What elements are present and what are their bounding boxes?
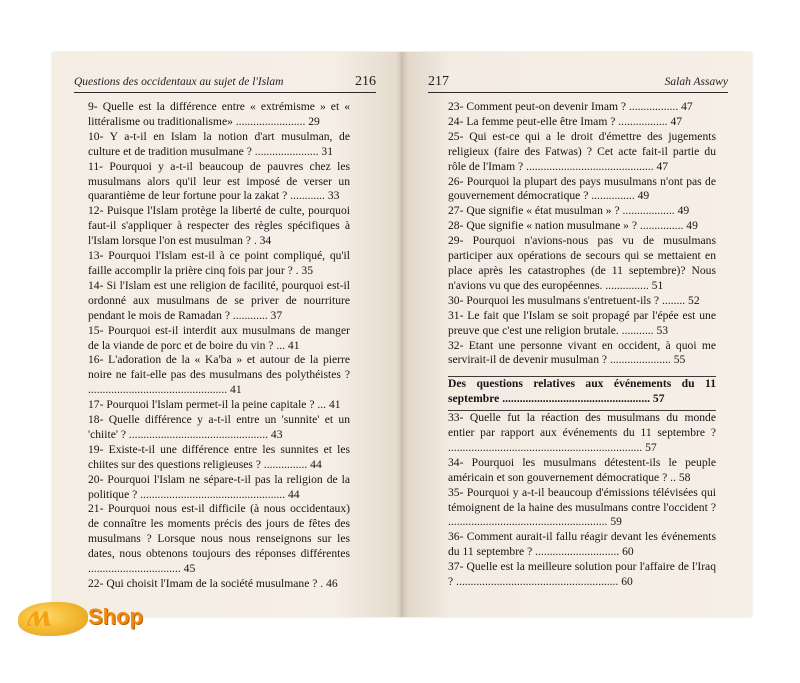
logo-text: Shop <box>88 604 143 629</box>
toc-entry: 31- Le fait que l'Islam se soit propagé par l'épée est une preuve que c'est une religion brutale. ........... 53 <box>448 308 716 337</box>
right-page-number: 217 <box>428 74 449 89</box>
toc-entry: 13- Pourquoi l'Islam est-il à ce point compliqué, qu'il faille accomplir la prière cinq fois par jour ? . 35 <box>88 249 350 277</box>
toc-entry: 30- Pourquoi les musulmans s'entretuent-ils ? ........ 52 <box>448 293 700 307</box>
right-toc-group-after <box>448 410 716 590</box>
toc-entry: 23- Comment peut-on devenir Imam ? ................. 47 <box>448 100 693 113</box>
toc-entry: 22- Qui choisit l'Imam de la société musulmane ? . 46 <box>88 577 338 590</box>
left-page <box>52 52 402 617</box>
left-toc-list <box>88 100 350 592</box>
toc-entry: 18- Quelle différence y a-t-il entre un 'sunnite' et un 'chiite' ? ................................................ 43 <box>88 413 350 441</box>
right-header-title: Salah Assawy <box>664 76 728 88</box>
right-toc-list <box>448 100 716 590</box>
toc-entry: 24- La femme peut-elle être Imam ? ................. 47 <box>448 114 683 128</box>
left-header-rule <box>74 92 376 93</box>
toc-entry: 16- L'adoration de la « Ka'ba » et autour de la pierre noire ne fait-elle pas des musulmans des polythéistes ? ................................................ 41 <box>88 353 350 397</box>
toc-entry: 26- Pourquoi la plupart des pays musulmans n'ont pas de gouvernement démocratique ? ............... 49 <box>448 174 716 203</box>
shop-logo[interactable] <box>14 596 164 642</box>
left-page-number: 216 <box>355 74 376 89</box>
toc-entry: 19- Existe-t-il une différence entre les sunnites et les chiites sur des questions religieuses ? ............... 44 <box>88 442 350 471</box>
toc-entry: 15- Pourquoi est-il interdit aux musulmans de manger de la viande de porc et de boire du vin ? ... 41 <box>88 323 350 352</box>
toc-entry: 35- Pourquoi y a-t-il beaucoup d'émissions télévisées qui témoignent de la haine des musulmans contre l'occident ? ....................................................... 59 <box>448 485 716 529</box>
toc-entry: 28- Que signifie « nation musulmane » ? ............... 49 <box>448 219 698 233</box>
toc-entry: 10- Y a-t-il en Islam la notion d'art musulman, de culture et de tradition musulmane ? ...................... 31 <box>88 129 350 158</box>
open-book <box>52 52 752 617</box>
toc-entry: 12- Puisque l'Islam protège la liberté de culte, pourquoi faut-il s'appliquer à respecter des règles spécifiques à l'Islam lorsque l'on est musulman ? . 34 <box>88 204 350 248</box>
left-page-header <box>74 74 376 90</box>
toc-entry: 9- Quelle est la différence entre « extrémisme » et « littéralisme ou traditionalisme» ........................ 29 <box>88 100 350 128</box>
right-page <box>402 52 752 617</box>
toc-entry: 36- Comment aurait-il fallu réagir devant les événements du 11 septembre ? ............................. 60 <box>448 530 716 559</box>
toc-entry: 21- Pourquoi nous est-il difficile (à nous occidentaux) de connaître les moments précis des jours de fêtes des musulmans ? Lorsque nous nous renseignons sur les dates, nous obtenons toujours des réponses différentes ................................ 45 <box>88 502 350 576</box>
book-spine <box>396 52 408 617</box>
toc-entry: 20- Pourquoi l'Islam ne sépare-t-il pas la religion de la politique ? .................................................. 44 <box>88 472 350 501</box>
toc-entry: 14- Si l'Islam est une religion de facilité, pourquoi est-il ordonné aux musulmans de se priver de nourriture pendant le mois de Ramadan ? ............ 37 <box>88 278 350 322</box>
toc-entry: 27- Que signifie « état musulman » ? .................. 49 <box>448 204 690 218</box>
right-page-header <box>428 74 728 90</box>
toc-entry: 37- Quelle est la meilleure solution pour l'affaire de l'Iraq ? ........................................................ 60 <box>448 560 716 589</box>
toc-entry: 29- Pourquoi n'avions-nous pas vu de musulmans participer aux opérations de secours qui se mettaient en place après les catastrophes (de 11 septembre)? Nous n'avions vu que des européennes. ............... 51 <box>448 234 716 292</box>
section-heading: Des questions relatives aux événements du 11 septembre ................................................... 57 <box>448 377 716 406</box>
toc-entry: 11- Pourquoi y a-t-il beaucoup de pauvres chez les musulmans alors qu'il leur est imposé de verser un quarantième de leur fortune pour la zakat ? ............ 33 <box>88 159 350 203</box>
right-toc-group-before <box>448 100 716 368</box>
right-header-rule <box>428 92 728 93</box>
toc-entry: 25- Qui est-ce qui a le droit d'émettre des jugements religieux (faire des Fatwas) ? Cet acte fait-il partie du rôle de l'Imam ? ............................................ 47 <box>448 129 716 173</box>
logo-m-icon: ʍ <box>26 600 49 633</box>
toc-entry: 32- Etant une personne vivant en occident, à quoi me servirait-il de devenir musulman ? ..................... 55 <box>448 338 716 367</box>
toc-entry: 17- Pourquoi l'Islam permet-il la peine capitale ? ... 41 <box>88 398 341 412</box>
toc-entry: 34- Pourquoi les musulmans détestent-ils le peuple américain et son gouvernement démocratique ? .. 58 <box>448 455 716 484</box>
toc-entry: 33- Quelle fut la réaction des musulmans du monde entier par rapport aux événements du 11 septembre ? ................................................................... 57 <box>448 411 716 454</box>
left-header-title: Questions des occidentaux au sujet de l'Islam <box>74 76 284 88</box>
